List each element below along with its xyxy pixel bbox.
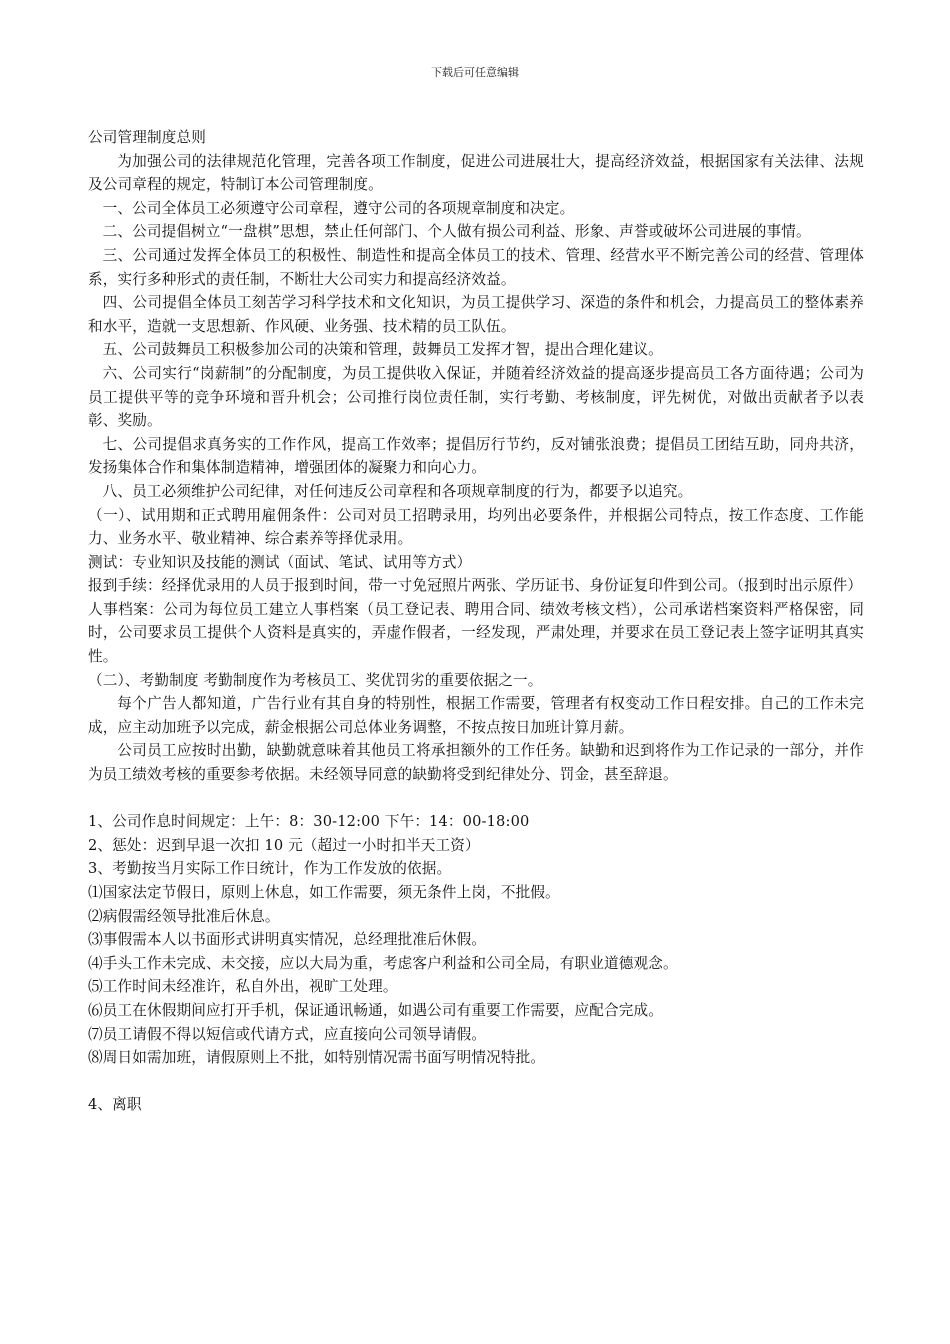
attendance-heading: （二）、考勤制度 考勤制度作为考核员工、奖优罚劣的重要依据之一。: [88, 671, 543, 689]
attendance-paragraph-1: 每个广告人都知道，广告行业有其自身的特别性，根据工作需要，管理者有权变动工作日程安排。自己的工作未完成，应主动加班予以完成，薪金根据公司总体业务调整，不按点按日加班计算月薪。: [88, 695, 864, 736]
article-5: 五、公司鼓舞员工积极参加公司的决策和管理，鼓舞员工发挥才智，提出合理化建议。: [102, 341, 663, 359]
article-8: 八、员工必须维护公司纪律，对任何违反公司章程和各项规章制度的行为，都要予以追究。: [102, 482, 693, 500]
subrule-item: ⑵病假需经领导批准后休息。: [88, 907, 280, 925]
hiring-records: 人事档案：公司为每位员工建立人事档案（员工登记表、聘用合同、绩效考核文档），公司承诺档案资料严格保密，同时，公司要求员工提供个人资料是真实的，弄虚作假者，一经发现，严肃处理，并要求在员工登记表上签字证明其真实性。: [88, 600, 864, 666]
spacer: [88, 1070, 864, 1094]
attendance-paragraph-2: 公司员工应按时出勤，缺勤就意味着其他员工将承担额外的工作任务。缺勤和迟到将作为工作记录的一部分，并作为员工绩效考核的重要参考依据。未经领导同意的缺勤将受到纪律处分、罚金，甚至辞退。: [88, 742, 864, 784]
rule-item: 2、惩处：迟到早退一次扣 10 元（超过一小时扣半天工资）: [88, 836, 480, 854]
article-1: 一、公司全体员工必须遵守公司章程，遵守公司的各项规章制度和决定。: [102, 199, 575, 217]
rule-item: 1、公司作息时间规定：上午：8：30-12:00 下午：14：00-18:00: [88, 813, 530, 831]
section-resignation: 4、离职: [88, 1096, 142, 1114]
subrule-item: ⑻周日如需加班，请假原则上不批，如特别情况需书面写明情况特批。: [88, 1049, 546, 1067]
hiring-onboarding: 报到手续：经择优录用的人员于报到时间，带一寸免冠照片两张、学历证书、身份证复印件到公司。（报到时出示原件）: [88, 577, 863, 595]
article-4: 四、公司提倡全体员工刻苦学习科学技术和文化知识，为员工提供学习、深造的条件和机会，力提高员工的整体素养和水平，造就一支思想新、作风硬、业务强、技术精的员工队伍。: [88, 294, 864, 335]
article-6: 六、公司实行“岗薪制”的分配制度，为员工提供收入保证，并随着经济效益的提高逐步提高员工各方面待遇；公司为员工提供平等的竞争环境和晋升机会；公司推行岗位责任制，实行考勤、考核制度，评先树优，对做出贡献者予以表彰、奖励。: [88, 364, 864, 430]
article-3: 三、公司通过发挥全体员工的积极性、制造性和提高全体员工的技术、管理、经营水平不断完善公司的经营、管理体系，实行多种形式的责任制，不断壮大公司实力和提高经济效益。: [88, 246, 864, 288]
subrule-item: ⑶事假需本人以书面形式讲明真实情况，总经理批准后休假。: [88, 931, 487, 949]
document-title: 公司管理制度总则: [88, 129, 206, 146]
article-2: 二、公司提倡树立“一盘棋”思想，禁止任何部门、个人做有损公司利益、形象、声誉或破坏公司进展的事情。: [102, 223, 811, 241]
page-header: 下载后可任意编辑: [431, 66, 519, 79]
subrule-item: ⑹员工在休假期间应打开手机，保证通讯畅通，如遇公司有重要工作需要，应配合完成。: [88, 1001, 664, 1019]
subrule-item: ⑷手头工作未完成、未交接，应以大局为重，考虑客户利益和公司全局，有职业道德观念。: [88, 954, 678, 972]
document-body: [88, 126, 864, 1117]
article-7: 七、公司提倡求真务实的工作作风，提高工作效率；提倡厉行节约，反对铺张浪费；提倡员工团结互助，同舟共济，发扬集体合作和集体制造精神，增强团体的凝聚力和向心力。: [88, 435, 864, 477]
intro-paragraph: 为加强公司的法律规范化管理，完善各项工作制度，促进公司进展壮大，提高经济效益，根据国家有关法律、法规及公司章程的规定，特制订本公司管理制度。: [88, 152, 864, 194]
hiring-heading: （一）、试用期和正式聘用雇佣条件：公司对员工招聘录用，均列出必要条件，并根据公司特点，按工作态度、工作能力、业务水平、敬业精神、综合素养等择优录用。: [88, 506, 864, 548]
subrule-item: ⑴国家法定节假日，原则上休息，如工作需要，须无条件上岗，不批假。: [88, 884, 560, 901]
hiring-test: 测试：专业知识及技能的测试（面试、笔试、试用等方式）: [88, 553, 472, 571]
subrule-item: ⑺员工请假不得以短信或代请方式，应直接向公司领导请假。: [88, 1025, 487, 1043]
subrule-item: ⑸工作时间未经准许，私自外出，视旷工处理。: [88, 978, 398, 996]
spacer: [88, 787, 864, 811]
rules-list: [88, 810, 864, 1070]
rule-item: 3、考勤按当月实际工作日统计，作为工作发放的依据。: [88, 860, 452, 878]
